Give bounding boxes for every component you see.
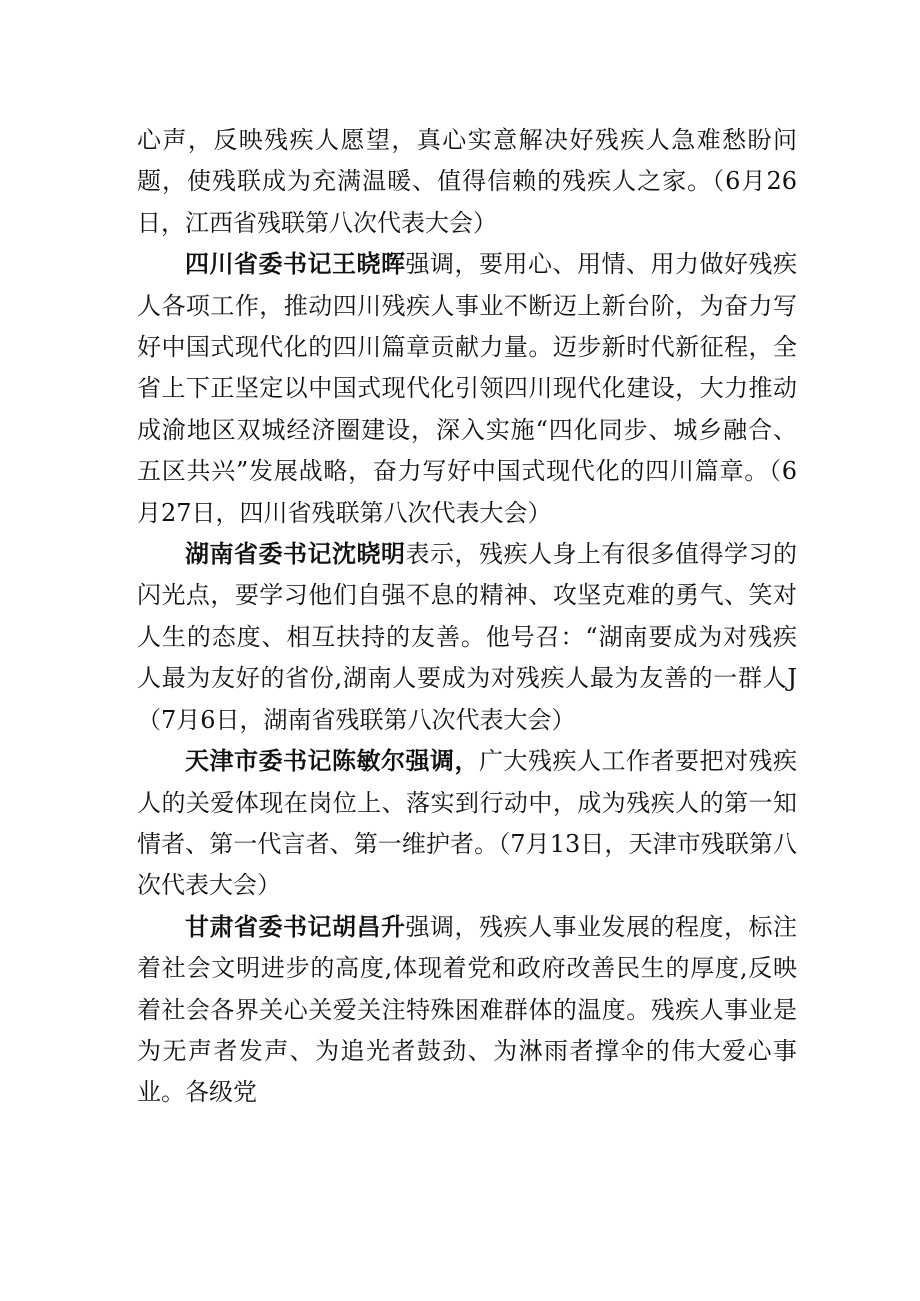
paragraph-lead: 四川省委书记王晓晖	[185, 250, 406, 279]
paragraph-lead: 天津市委书记陈敏尔强调，	[185, 747, 479, 776]
paragraph-lead: 湖南省委书记沈晓明	[185, 540, 406, 569]
paragraph-jiangxi	[137, 120, 797, 244]
paragraph-lead: 甘肃省委书记胡昌升	[185, 912, 406, 941]
paragraph-hunan	[137, 534, 797, 741]
paragraph-text: 强调，要用心、用情、用力做好残疾人各项工作，推动四川残疾人事业不断迈上新台阶，为奋力写好中国式现代化的四川篇章贡献力量。迈步新时代新征程，全省上下正坚定以中国式现代化引领四川现代化建设，大力推动成渝地区双城经济圈建设，深入实施“四化同步、城乡融合、五区共兴”发展战略，奋力写好中国式现代化的四川篇章。（6月27日，四川省残联第八次代表大会）	[137, 250, 797, 527]
paragraph-text: 广大残疾人工作者要把对残疾人的关爱体现在岗位上、落实到行动中，成为残疾人的第一知情者、第一代言者、第一维护者。（7月13日，天津市残联第八次代表大会）	[137, 747, 797, 900]
paragraph-gansu	[137, 907, 797, 1114]
paragraph-sichuan	[137, 244, 797, 534]
paragraph-tianjin	[137, 741, 797, 907]
paragraph-text: 强调，残疾人事业发展的程度，标注着社会文明进步的高度,体现着党和政府改善民生的厚度,反映着社会各界关心关爱关注特殊困难群体的温度。残疾人事业是为无声者发声、为追光者鼓劲、为淋雨者撑伞的伟大爱心事业。各级党	[137, 912, 797, 1107]
paragraph-text: 心声，反映残疾人愿望，真心实意解决好残疾人急难愁盼问题，使残联成为充满温暖、值得信赖的残疾人之家。（6月26日，江西省残联第八次代表大会）	[137, 126, 797, 237]
paragraph-text: 表示，残疾人身上有很多值得学习的闪光点，要学习他们自强不息的精神、攻坚克难的勇气、笑对人生的态度、相互扶持的友善。他号召：“湖南要成为对残疾人最为友好的省份,湖南人要成为对残疾人最为友善的一群人J（7月6日，湖南省残联第八次代表大会）	[137, 540, 797, 734]
body-text	[137, 120, 797, 1114]
